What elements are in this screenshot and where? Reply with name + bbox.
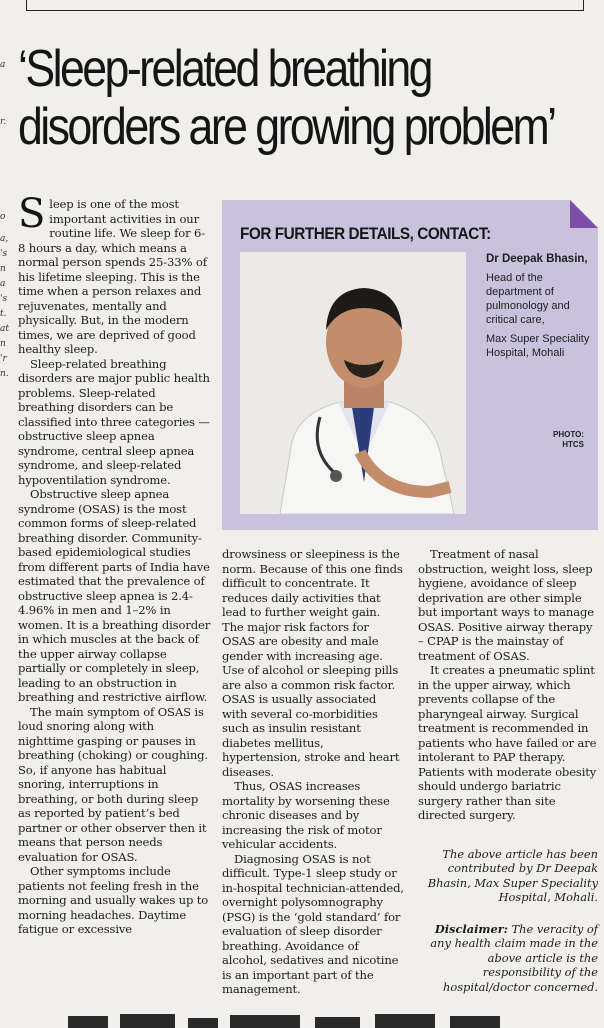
article-column-2 — [222, 547, 404, 997]
doctor-portrait-icon — [240, 252, 466, 514]
edge-fragment: n — [0, 264, 6, 274]
contribution-note: The above article has been contributed by Dr Deepak Bhasin, Max Super Speciality Hospital, Mohali. — [427, 847, 598, 905]
article-paragraph: Treatment of nasal obstruction, weight loss, sleep hygiene, avoidance of sleep deprivation are other simple but important ways to manage OSAS. Positive airway therapy – CPAP is the mainstay of treatment of OSAS. — [418, 547, 594, 663]
edge-fragment: 'r — [0, 354, 7, 364]
contact-box — [222, 200, 598, 530]
article-paragraph: Sleep is one of the most important activities in our routine life. We sleep for 6-8 hours a day, which means a normal person spends 25-33% of his lifetime sleeping. This is the time when a person relaxes and rejuvenates, mentally and physically. But, in the modern times, we are deprived of good healthy sleep. — [18, 191, 207, 356]
edge-fragment: r. — [0, 117, 7, 127]
headline-line-1: ‘Sleep-related breathing — [18, 40, 431, 98]
article-paragraph: Other symptoms include patients not feeling fresh in the morning and usually wakes up to morning headaches. Daytime fatigue or excessive — [18, 864, 209, 936]
edge-fragment: n — [0, 339, 6, 349]
cropped-next-headline — [60, 1006, 560, 1028]
article-paragraph: Diagnosing OSAS is not difficult. Type-1 sleep study or in-hospital technician-attended, overnight polysomnography (PSG) is the ‘gold standard’ for evaluation of sleep disorder breathing. Avoidance of alcohol, sedatives and nicotine is an important part of the management. — [222, 851, 404, 996]
top-frame-border — [26, 0, 584, 11]
article-paragraph: drowsiness or sleepiness is the norm. Because of this one finds difficult to concentrate. It reduces daily activities that lead to further weight gain. The major risk factors for OSAS are obesity and male gender with increasing age. Use of alcohol or sleeping pills are also a common risk factor. OSAS is usually associated with several co-morbidities such as insulin resistant diabetes mellitus, hypertension, stroke and heart diseases. — [222, 547, 403, 779]
doctor-designation: Head of the department of pulmonology and critical care, — [486, 272, 570, 326]
article-paragraph: It creates a pneumatic splint in the upper airway, which prevents collapse of the pharyngeal airway. Surgical treatment is recommended in patients who have failed or are intolerant to PAP therapy. Patients with moderate obesity should undergo bariatric surgery rather than site directed surgery. — [418, 663, 597, 822]
disclaimer — [420, 922, 598, 994]
edge-fragment: t. — [0, 309, 7, 319]
photo-credit: PHOTO: HTCS — [553, 430, 584, 449]
doctor-name: Dr Deepak Bhasin, — [486, 253, 588, 265]
corner-fold-icon — [570, 200, 598, 228]
edge-fragment: 's — [0, 294, 8, 304]
doctor-hospital: Max Super Speciality Hospital, Mohali — [486, 333, 590, 359]
edge-fragment: a — [0, 279, 6, 289]
article-column-3 — [418, 547, 598, 823]
disclaimer-text: The veracity of any health claim made in the above article is the responsibility of the hospital/doctor concerned. — [430, 922, 598, 994]
drop-cap: S — [18, 191, 46, 237]
contact-box-title: FOR FURTHER DETAILS, CONTACT: — [240, 224, 491, 243]
headline — [18, 40, 555, 156]
article-paragraph: Obstructive sleep apnea syndrome (OSAS) is the most common forms of sleep-related breathing disorder. Community-based epidemiological studies from different parts of India have estimated that the prevalence of obstructive sleep apnea is 2.4-4.96% in men and 1–2% in women. It is a breathing disorder in which muscles at the back of the upper airway collapse partially or completely in sleep, leading to an obstruction in breathing and restrictive airflow. — [18, 487, 211, 704]
doctor-info — [486, 252, 592, 365]
edge-fragment: a — [0, 60, 6, 70]
disclaimer-label: Disclaimer: — [434, 922, 508, 936]
doctor-photo — [240, 252, 466, 514]
headline-line-2: disorders are growing problem’ — [18, 98, 555, 156]
edge-fragment: at — [0, 324, 9, 334]
edge-fragment: o — [0, 212, 6, 222]
article-paragraph: Sleep-related breathing disorders are major public health problems. Sleep-related breathing disorders can be classified into three categories — obstructive sleep apnea syndrome, central sleep apnea syndrome, and sleep-related hypoventilation syndrome. — [18, 356, 210, 487]
article-column-1 — [18, 191, 212, 937]
edge-fragment: 's — [0, 249, 8, 259]
edge-fragment: a, — [0, 234, 9, 244]
article-paragraph: The main symptom of OSAS is loud snoring along with nighttime gasping or pauses in breathing (choking) or coughing. So, if anyone has habitual snoring, interruptions in breathing, or both during sleep as reported by patient’s bed partner or other observer then it means that person needs evaluation for OSAS. — [18, 704, 208, 864]
article-paragraph: Thus, OSAS increases mortality by worsening these chronic diseases and by increasing the risk of motor vehicular accidents. — [222, 779, 390, 851]
edge-fragment: n. — [0, 369, 9, 379]
